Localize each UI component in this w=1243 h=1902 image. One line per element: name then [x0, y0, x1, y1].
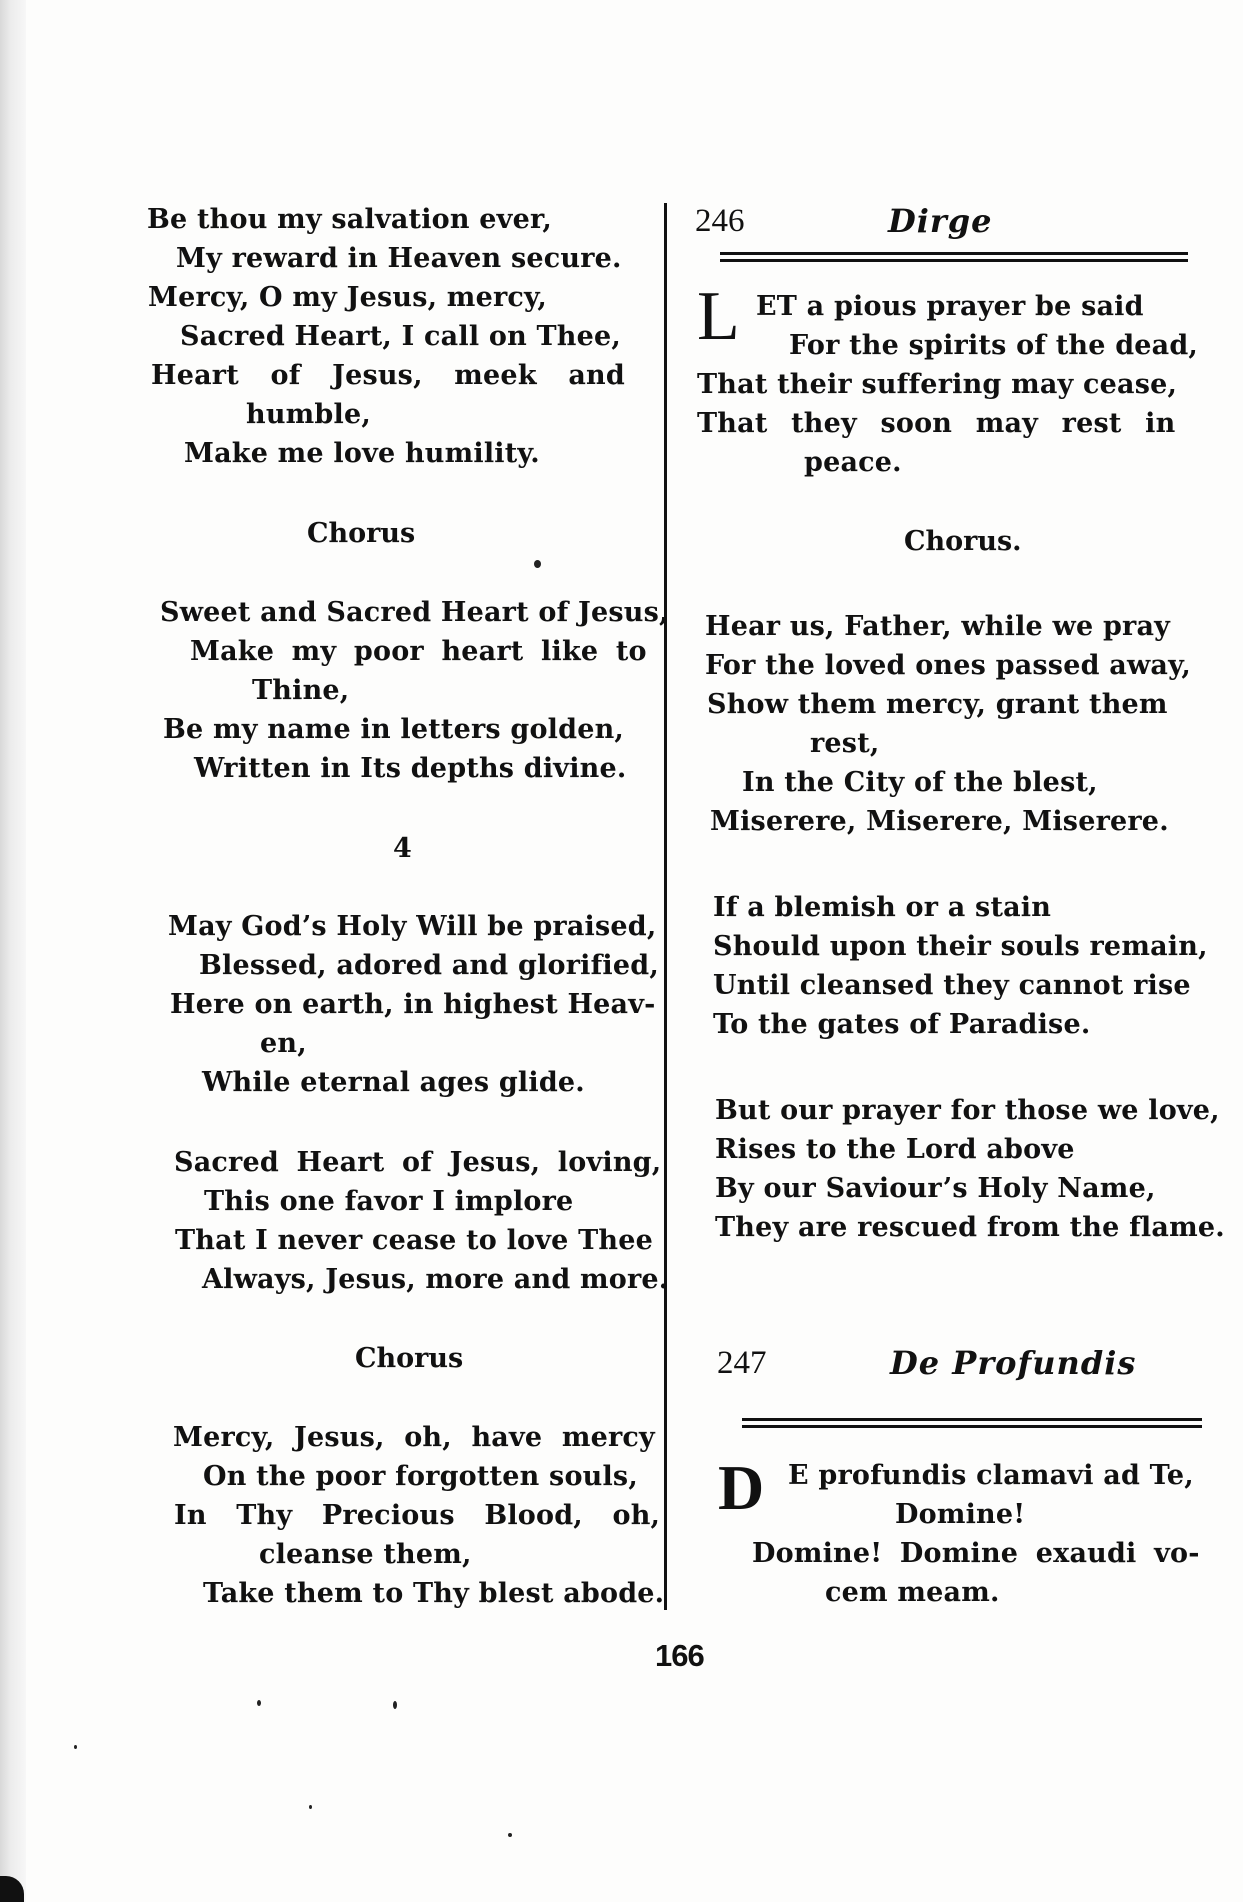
verse-line: In the City of the blest, — [742, 767, 1098, 798]
verse-line: For the loved ones passed away, — [705, 650, 1192, 681]
verse-line: cem meam. — [825, 1577, 1000, 1608]
ink-speck — [257, 1700, 261, 1706]
verse-line: They are rescued from the flame. — [715, 1212, 1225, 1243]
chorus-heading: Chorus — [307, 518, 416, 549]
verse-line: Thine, — [252, 675, 350, 706]
verse-line: Should upon their souls remain, — [713, 931, 1208, 962]
verse-line: Hear us, Father, while we pray — [705, 611, 1171, 642]
hymn-number: 246 — [695, 203, 745, 239]
verse-line: Sacred Heart, I call on Thee, — [180, 321, 621, 352]
verse-number: 4 — [393, 833, 412, 864]
verse-line: Miserere, Miserere, Miserere. — [710, 806, 1169, 837]
verse-line: Here on earth, in highest Heav- — [170, 989, 656, 1020]
verse-line: While eternal ages glide. — [202, 1067, 585, 1098]
verse-line: May God’s Holy Will be praised, — [168, 911, 657, 942]
verse-line: humble, — [246, 399, 371, 430]
hymn-number: 247 — [717, 1345, 767, 1381]
drop-cap-letter: L — [697, 278, 740, 355]
ink-speck — [534, 560, 541, 568]
verse-line: My reward in Heaven secure. — [176, 243, 622, 274]
title-rule-top — [720, 252, 1188, 255]
chorus-heading: Chorus. — [904, 526, 1022, 557]
ink-speck — [508, 1833, 512, 1837]
ink-speck — [309, 1805, 312, 1809]
page-number: 166 — [655, 1638, 704, 1673]
verse-line: Heart of Jesus, meek and — [151, 360, 625, 391]
chorus-heading: Chorus — [355, 1343, 464, 1374]
verse-line: Make me love humility. — [184, 438, 540, 469]
drop-cap-letter: D — [718, 1452, 765, 1523]
verse-line: That they soon may rest in — [697, 408, 1176, 439]
verse-line: For the spirits of the dead, — [789, 330, 1199, 361]
column-divider — [664, 203, 667, 1610]
verse-line: Domine! — [895, 1499, 1026, 1530]
ink-speck — [74, 1745, 77, 1749]
verse-line: That I never cease to love Thee — [175, 1225, 654, 1256]
verse-line: By our Saviour’s Holy Name, — [715, 1173, 1156, 1204]
verse-line: Sweet and Sacred Heart of Jesus, — [160, 597, 669, 628]
verse-line: peace. — [804, 447, 902, 478]
title-rule-bottom — [720, 259, 1188, 262]
verse-line: On the poor forgotten souls, — [203, 1461, 638, 1492]
verse-line: Take them to Thy blest abode. — [203, 1578, 665, 1609]
verse-line: Be my name in letters golden, — [163, 714, 625, 745]
verse-line: This one favor I implore — [204, 1186, 574, 1217]
verse-line: In Thy Precious Blood, oh, — [174, 1500, 661, 1531]
verse-line: Domine! Domine exaudi vo- — [752, 1538, 1200, 1569]
verse-line: Blessed, adored and glorified, — [199, 950, 659, 981]
verse-line: Until cleansed they cannot rise — [713, 970, 1191, 1001]
verse-line: Be thou my salvation ever, — [147, 204, 553, 235]
verse-line: E profundis clamavi ad Te, — [788, 1460, 1194, 1491]
verse-line: Written in Its depths divine. — [194, 753, 627, 784]
verse-line: Sacred Heart of Jesus, loving, — [174, 1147, 662, 1178]
verse-line: ET a pious prayer be said — [756, 291, 1144, 322]
verse-line: en, — [260, 1028, 307, 1059]
verse-line: Make my poor heart like to — [190, 636, 647, 667]
verse-line: Show them mercy, grant them — [707, 689, 1168, 720]
title-rule-bottom — [742, 1425, 1202, 1428]
verse-line: But our prayer for those we love, — [715, 1095, 1220, 1126]
ink-speck — [393, 1701, 397, 1709]
hymn-title: Dirge — [888, 202, 993, 240]
verse-line: rest, — [810, 728, 880, 759]
verse-line: Rises to the Lord above — [715, 1134, 1075, 1165]
title-rule-top — [742, 1418, 1202, 1421]
verse-line: Mercy, Jesus, oh, have mercy — [173, 1422, 655, 1453]
page-binding-edge — [0, 0, 26, 1902]
verse-line: To the gates of Paradise. — [713, 1009, 1091, 1040]
verse-line: Mercy, O my Jesus, mercy, — [148, 282, 547, 313]
verse-line: That their suffering may cease, — [697, 369, 1178, 400]
verse-line: Always, Jesus, more and more. — [202, 1264, 669, 1295]
hymn-title: De Profundis — [890, 1344, 1137, 1382]
verse-line: cleanse them, — [259, 1539, 472, 1570]
verse-line: If a blemish or a stain — [713, 892, 1052, 923]
